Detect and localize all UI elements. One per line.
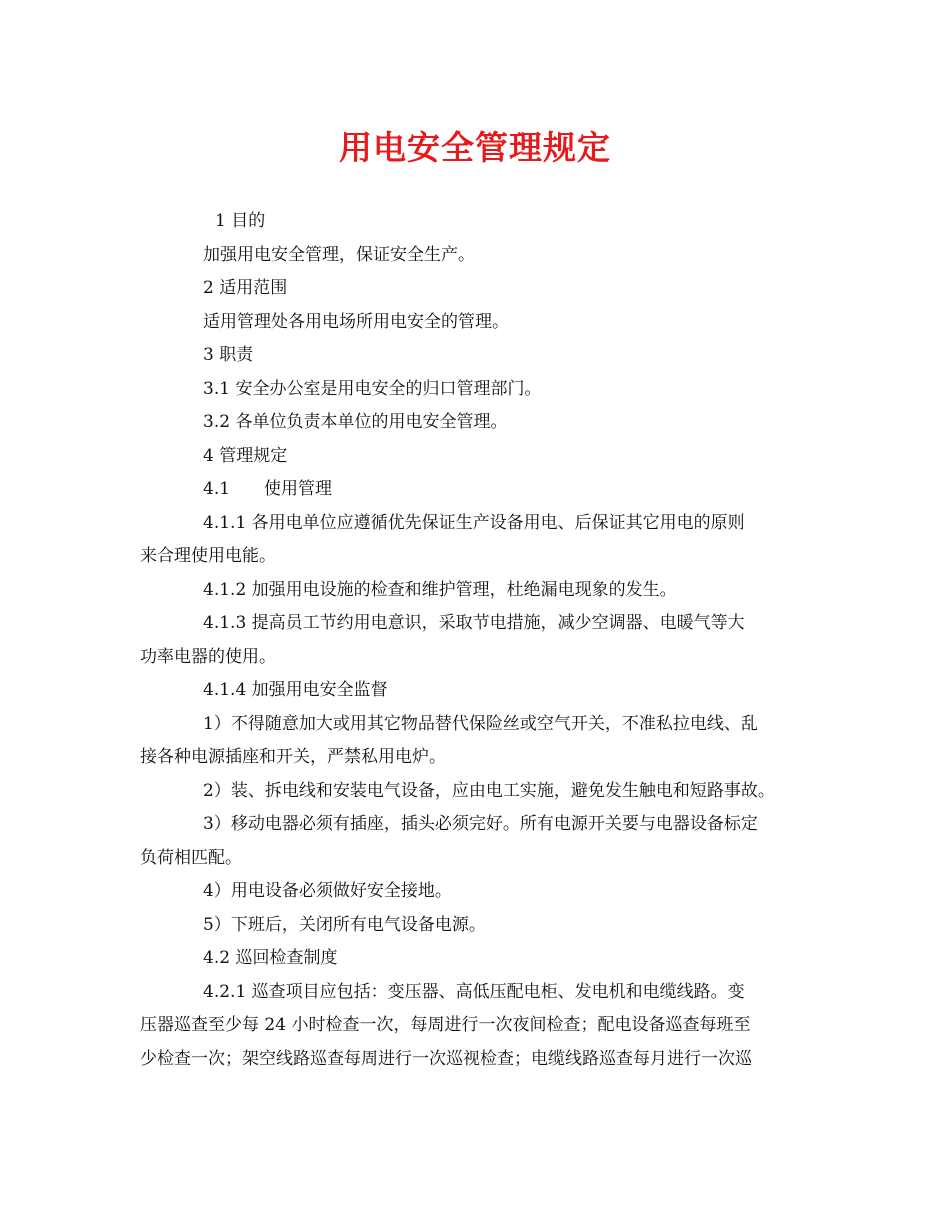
list-item: 4）用电设备必须做好安全接地。 — [203, 881, 452, 901]
paragraph-continuation: 压器巡查至少每 24 小时检查一次，每周进行一次夜间检查；配电设备巡查每班至 — [140, 1015, 751, 1035]
list-item: 2）装、拆电线和安装电气设备，应由电工实施，避免发生触电和短路事故。 — [203, 780, 775, 801]
paragraph-continuation: 负荷相匹配。 — [140, 847, 242, 868]
paragraph-continuation: 少检查一次；架空线路巡查每周进行一次巡视检查；电缆线路巡查每月进行一次巡 — [140, 1048, 752, 1069]
section-heading: 4 管理规定 — [203, 445, 288, 466]
paragraph-continuation: 接各种电源插座和开关，严禁私用电炉。 — [140, 747, 446, 767]
paragraph-line: 4.1.3 提高员工节约用电意识，采取节电措施，减少空调器、电暖气等大 — [203, 613, 745, 633]
list-item: 3）移动电器必须有插座，插头必须完好。所有电源开关要与电器设备标定 — [203, 814, 758, 834]
section-heading: 3 职责 — [203, 345, 254, 365]
paragraph-line: 适用管理处各用电场所用电安全的管理。 — [203, 311, 509, 332]
section-heading: 2 适用范围 — [203, 278, 288, 298]
paragraph-line: 加强用电安全管理，保证安全生产。 — [203, 244, 475, 265]
subsection-heading: 4.2 巡回检查制度 — [203, 948, 338, 968]
document-body — [140, 205, 820, 1076]
paragraph-line: 4.1.1 各用电单位应遵循优先保证生产设备用电、后保证其它用电的原则 — [203, 512, 745, 533]
list-item: 5）下班后，关闭所有电气设备电源。 — [203, 914, 486, 935]
subsection-heading: 4.1.4 加强用电安全监督 — [203, 680, 388, 700]
paragraph-line: 3.1 安全办公室是用电安全的归口管理部门。 — [203, 378, 542, 399]
paragraph-line: 4.2.1 巡查项目应包括：变压器、高低压配电柜、发电机和电缆线路。变 — [203, 981, 745, 1002]
paragraph-line: 4.1.2 加强用电设施的检查和维护管理，杜绝漏电现象的发生。 — [203, 579, 677, 600]
subsection-heading: 4.1 使用管理 — [203, 479, 333, 499]
paragraph-line: 3.2 各单位负责本单位的用电安全管理。 — [203, 412, 508, 432]
paragraph-continuation: 来合理使用电能。 — [140, 546, 276, 566]
list-item: 1）不得随意加大或用其它物品替代保险丝或空气开关，不准私拉电线、乱 — [203, 713, 758, 734]
document-title: 用电安全管理规定 — [339, 128, 611, 167]
section-heading: 1 目的 — [215, 211, 266, 231]
paragraph-continuation: 功率电器的使用。 — [140, 646, 276, 667]
